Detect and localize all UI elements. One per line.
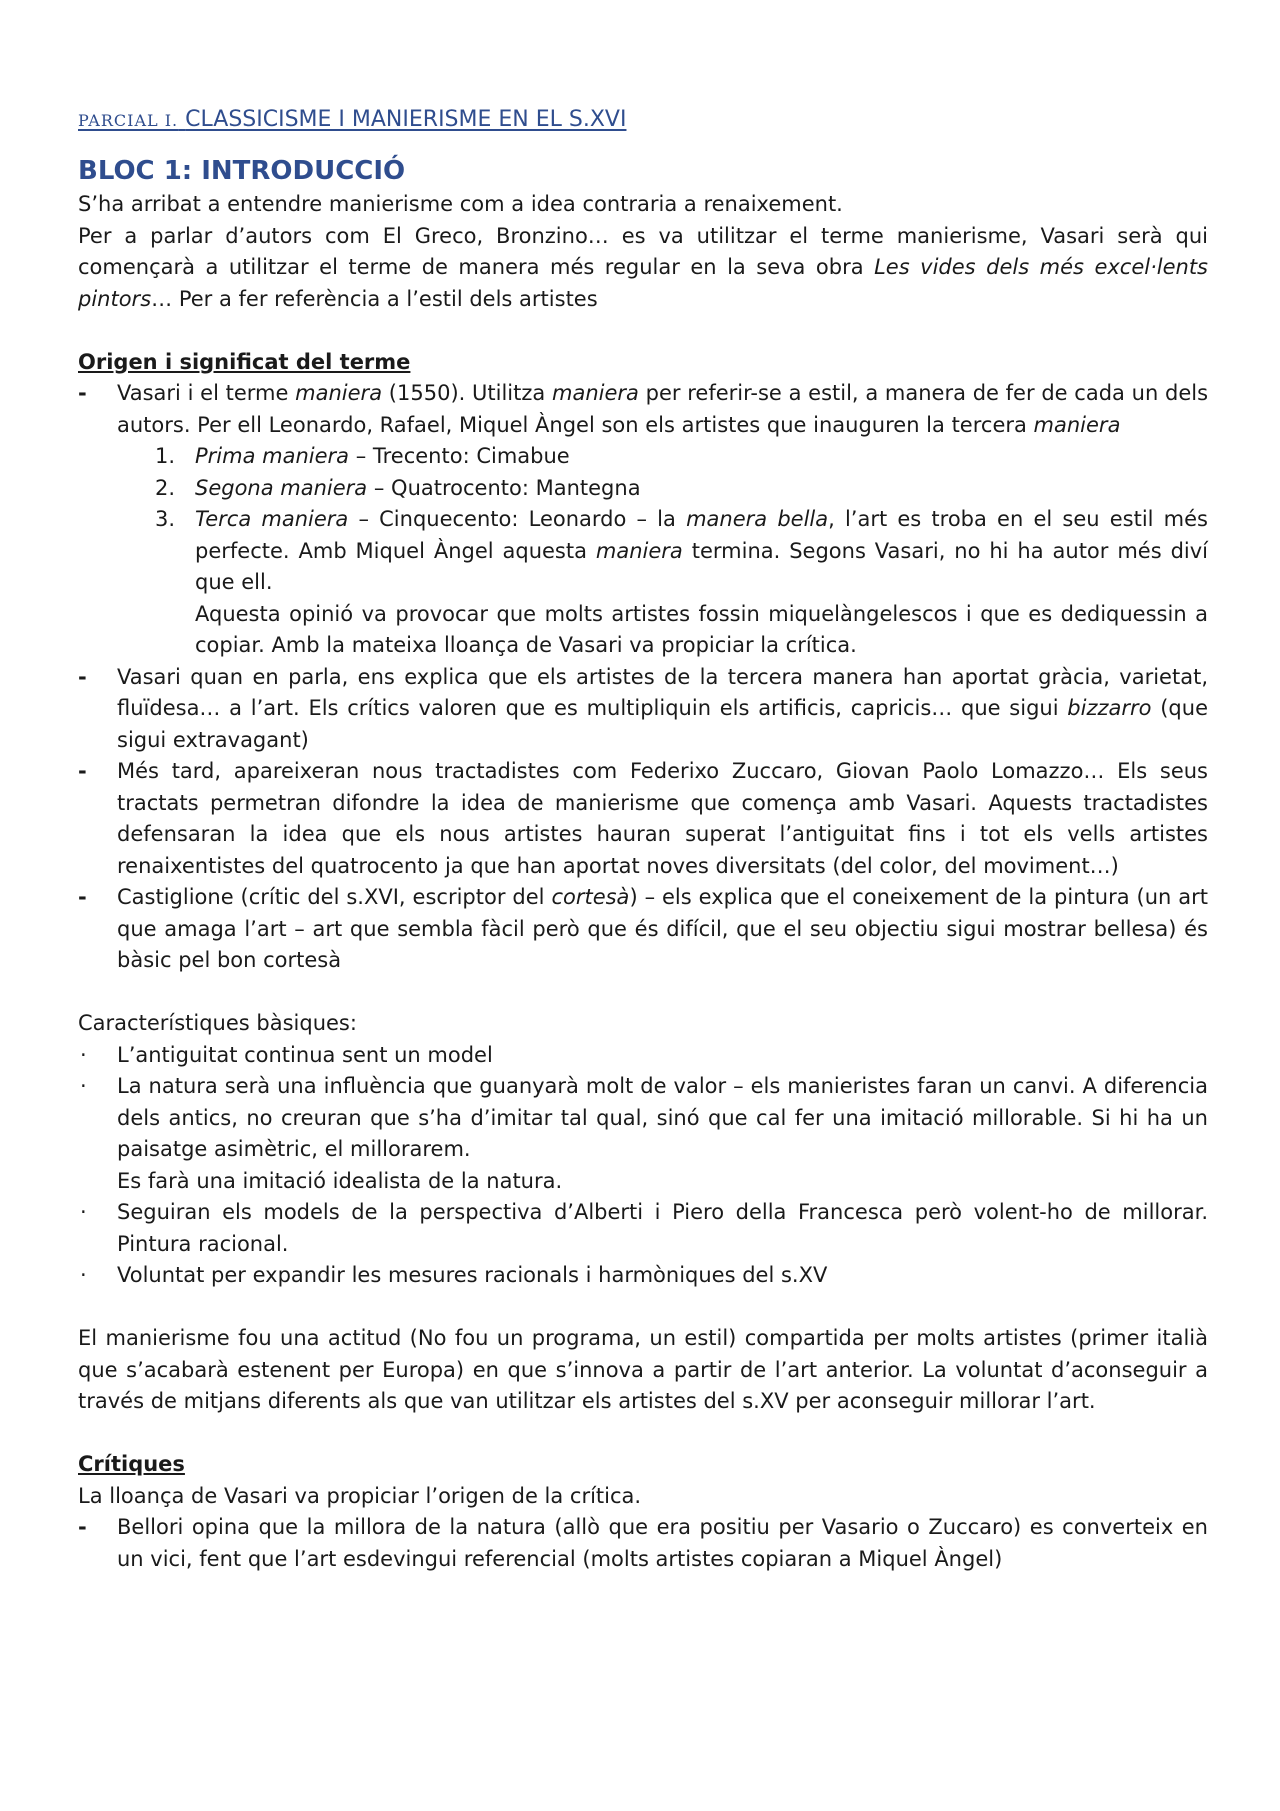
parcial-heading [78, 100, 1208, 141]
item-text: Vasari quan en parla, ens explica que els artistes de la tercera manera han aportat gràcia, varietat, fluïdesa… a l’art. Els crítics valoren que es multipliquin els artificis, capricis… que sigui [117, 664, 1208, 720]
maniera-name: Prima maniera [195, 444, 350, 468]
item-text: La natura serà una influència que guanyarà molt de valor – els manieristes faran un canvi. A diferencia dels antics, no creuran que s’ha d’imitar tal qual, sinó que cal fer una imitació millorable. Si hi ha un paisatge asimètric, el millorarem. [117, 1074, 1208, 1161]
maniera-text: – Quatrocento: Mantegna [367, 475, 641, 500]
bloc-heading: BLOC 1: INTRODUCCIÓ [78, 156, 406, 186]
maniera-name: Segona maniera [195, 475, 368, 500]
maniera-name: Terca maniera [195, 507, 349, 531]
term-italic: cortesà [551, 885, 630, 909]
critiques-intro: La lloança de Vasari va propiciar l’origen de la crítica. [78, 1483, 642, 1508]
section-title-origen: Origen i significat del terme [78, 349, 411, 374]
list-number: 2. [155, 475, 176, 500]
list-item: - Bellori opina que la millora de la natura (allò que era positiu per Vasario o Zuccaro) es converteix en un vici, fent que l’art esdevingui referencial (molts artistes copiaran a Miquel Àngel) [78, 1512, 1208, 1575]
intro-paragraph-2 [78, 221, 1208, 316]
caracteristiques-title: Característiques bàsiques: [78, 1011, 357, 1035]
work-title: Les vides dels més excel·lents pintors [78, 255, 1209, 311]
intro-text: Per a parlar d’autors com El Greco, Bronzino… es va utilitzar el terme manierisme, Vasari serà qui començarà a utilitzar el terme de manera més regular en la seva obra [78, 223, 1208, 279]
section-title-critiques: Crítiques [78, 1452, 185, 1476]
term-italic: maniera [595, 538, 683, 563]
list-item: · Seguiran els models de la perspectiva d’Alberti i Piero della Francesca però volent-ho de millorar. Pintura racional. [78, 1197, 1208, 1260]
maniera-extra: Aquesta opinió va provocar que molts artistes fossin miquelàngelescos i que es dediquessin a copiar. Amb la mateixa lloança de Vasari va propiciar la crítica. [195, 601, 1208, 657]
term-italic: bizzarro [1067, 696, 1152, 720]
item-text: (1550). Utilitza [382, 381, 552, 405]
maniera-text: – Trecento: Cimabue [349, 444, 570, 468]
term-italic: maniera [552, 381, 639, 405]
item-text: Vasari i el terme [117, 381, 296, 405]
term-italic: maniera [295, 381, 383, 405]
list-item: - Més tard, apareixeran nous tractadistes com Federixo Zuccaro, Giovan Paolo Lomazzo… Els seus tractats permetran difondre la idea de manierisme que comença amb Vasari. Aquests tractadistes defensaran la idea que els nous artistes hauran superat l’antiguitat fins i tot els vells artistes renaixentistes del quatrocento ja que han aportat noves diversitats (del color, del moviment…) [78, 756, 1208, 882]
caracteristiques-list [78, 1040, 1208, 1292]
term-italic: maniera [1033, 412, 1121, 437]
parcial-label: PARCIAL I. [78, 111, 179, 130]
origen-list [78, 378, 1208, 977]
intro-paragraph-1: S’ha arribat a entendre manierisme com a idea contraria a renaixement. [78, 192, 843, 216]
maniera-item [117, 473, 1208, 505]
term-italic: manera bella [686, 507, 829, 531]
item-text: per referir-se a estil, a manera de fer de cada un dels autors. Per ell Leonardo, Rafael, Miquel Àngel son els artistes que inauguren la tercera [117, 381, 1209, 437]
maniera-item [117, 441, 1208, 473]
list-number: 3. [155, 507, 176, 531]
list-item: · Voluntat per expandir les mesures racionals i harmòniques del s.XV [78, 1260, 1208, 1292]
item-text: ) – els explica que el coneixement de la pintura (un art que amaga l’art – art que sembla fàcil però que és difícil, que el seu objectiu sigui mostrar bellesa) és bàsic pel bon cortesà [117, 885, 1209, 972]
intro-text-end: … Per a fer referència a l’estil dels artistes [151, 286, 598, 311]
list-item: · L’antiguitat continua sent un model [78, 1040, 1208, 1072]
maniera-text: termina. Segons Vasari, no hi ha autor més diví que ell. [195, 538, 1208, 594]
list-item [78, 378, 1208, 662]
item-extra: Es farà una imitació idealista de la natura. [117, 1168, 563, 1193]
item-text: Castiglione (crític del s.XVI, escriptor del [117, 885, 552, 909]
list-item [78, 662, 1208, 757]
maniera-text: – Cinquecento: Leonardo – la [348, 507, 687, 531]
maniera-text: , l’art es troba en el seu estil més perfecte. Amb Miquel Àngel aquesta [195, 507, 1208, 563]
conclusio-paragraph: El manierisme fou una actitud (No fou un programa, un estil) compartida per molts artistes (primer italià que s’acabarà estenent per Europa) en que s’innova a partir de l’art anterior. La voluntat d’aconseguir a través de mitjans diferents als que van utilitzar els artistes del s.XV per aconseguir millorar l’art. [78, 1326, 1208, 1413]
manieres-list [117, 441, 1208, 662]
critiques-list [78, 1512, 1208, 1575]
list-item [78, 882, 1208, 977]
maniera-item [117, 504, 1208, 662]
item-text: (que sigui extravagant) [117, 696, 1208, 752]
document-page [78, 100, 1208, 1575]
list-number: 1. [155, 444, 176, 468]
list-item [78, 1071, 1208, 1197]
parcial-title: CLASSICISME I MANIERISME EN EL S.XVI [185, 107, 627, 132]
